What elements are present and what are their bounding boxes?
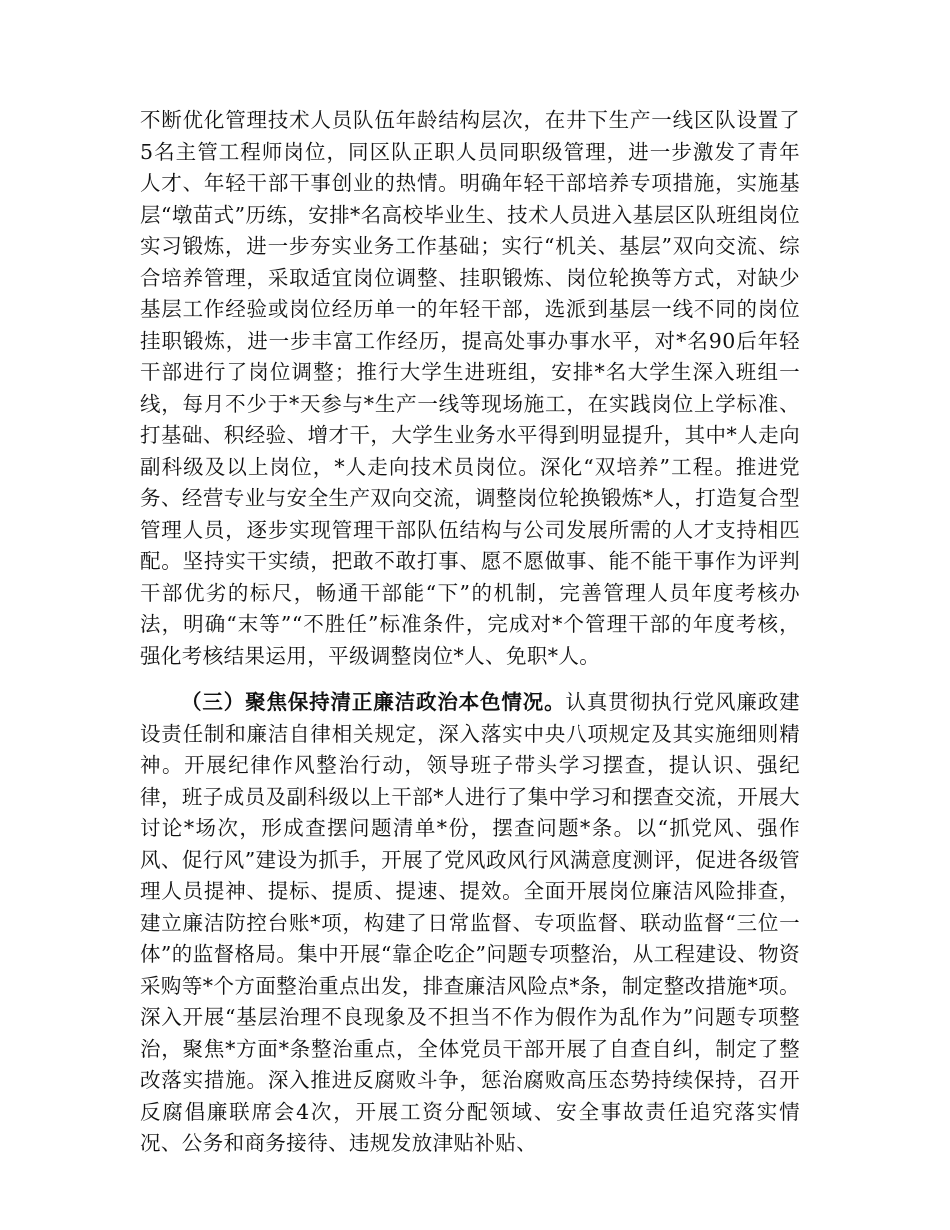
paragraph-text: 不断优化管理技术人员队伍年龄结构层次，在井下生产一线区队设置了5名主管工程师岗位，同区队正职人员同职级管理，进一步激发了青年人才、年轻干部干事创业的热情。明确年轻干部培养专项措施，实施基层“墩苗式”历练，安排*名高校毕业生、技术人员进入基层区队班组岗位实习锻炼，进一步夯实业务工作基础；实行“机关、基层”双向交流、综合培养管理，采取适宜岗位调整、挂职锻炼、岗位轮换等方式，对缺少基层工作经验或岗位经历单一的年轻干部，选派到基层一线不同的岗位挂职锻炼，进一步丰富工作经历，提高处事办事水平，对*名90后年轻干部进行了岗位调整；推行大学生进班组，安排*名大学生深入班组一线，每月不少于*天参与*生产一线等现场施工，在实践岗位上学标准、打基础、积经验、增才干，大学生业务水平得到明显提升，其中*人走向副科级及以上岗位，*人走向技术员岗位。深化“双培养”工程。推进党务、经营专业与安全生产双向交流，调整岗位轮换锻炼*人，打造复合型管理人员，逐步实现管理干部队伍结构与公司发展所需的人才支持相匹配。坚持实干实绩，把敢不敢打事、愿不愿做事、能不能干事作为评判干部优劣的标尺，畅通干部能“下”的机制，完善管理人员年度考核办法，明确“末等”“不胜任”标准条件，完成对*个管理干部的年度考核，强化考核结果运用，平级调整岗位*人、免职*人。 [140,108,800,668]
section-paragraph [140,687,800,1160]
section-heading: （三）聚焦保持清正廉洁政治本色情况。 [181,690,566,714]
body-paragraph [140,105,800,672]
paragraph-text: 认真贯彻执行党风廉政建设责任制和廉洁自律相关规定，深入落实中央八项规定及其实施细则精神。开展纪律作风整治行动，领导班子带头学习摆查，提认识、强纪律，班子成员及副科级以上干部*人进行了集中学习和摆查交流，开展大讨论*场次，形成查摆问题清单*份，摆查问题*条。以“抓党风、强作风、促行风”建设为抓手，开展了党风政风行风满意度测评，促进各级管理人员提神、提标、提质、提速、提效。全面开展岗位廉洁风险排查，建立廉洁防控台账*项，构建了日常监督、专项监督、联动监督“三位一体”的监督格局。集中开展“靠企吃企”问题专项整治，从工程建设、物资采购等*个方面整治重点出发，排查廉洁风险点*条，制定整改措施*项。深入开展“基层治理不良现象及不担当不作为假作为乱作为”问题专项整治，聚焦*方面*条整治重点，全体党员干部开展了自查自纠，制定了整改落实措施。深入推进反腐败斗争，惩治腐败高压态势持续保持，召开反腐倡廉联席会4次，开展工资分配领域、安全事故责任追究落实情况、公务和商务接待、违规发放津贴补贴、 [140,690,801,1155]
document-page [140,105,800,1160]
